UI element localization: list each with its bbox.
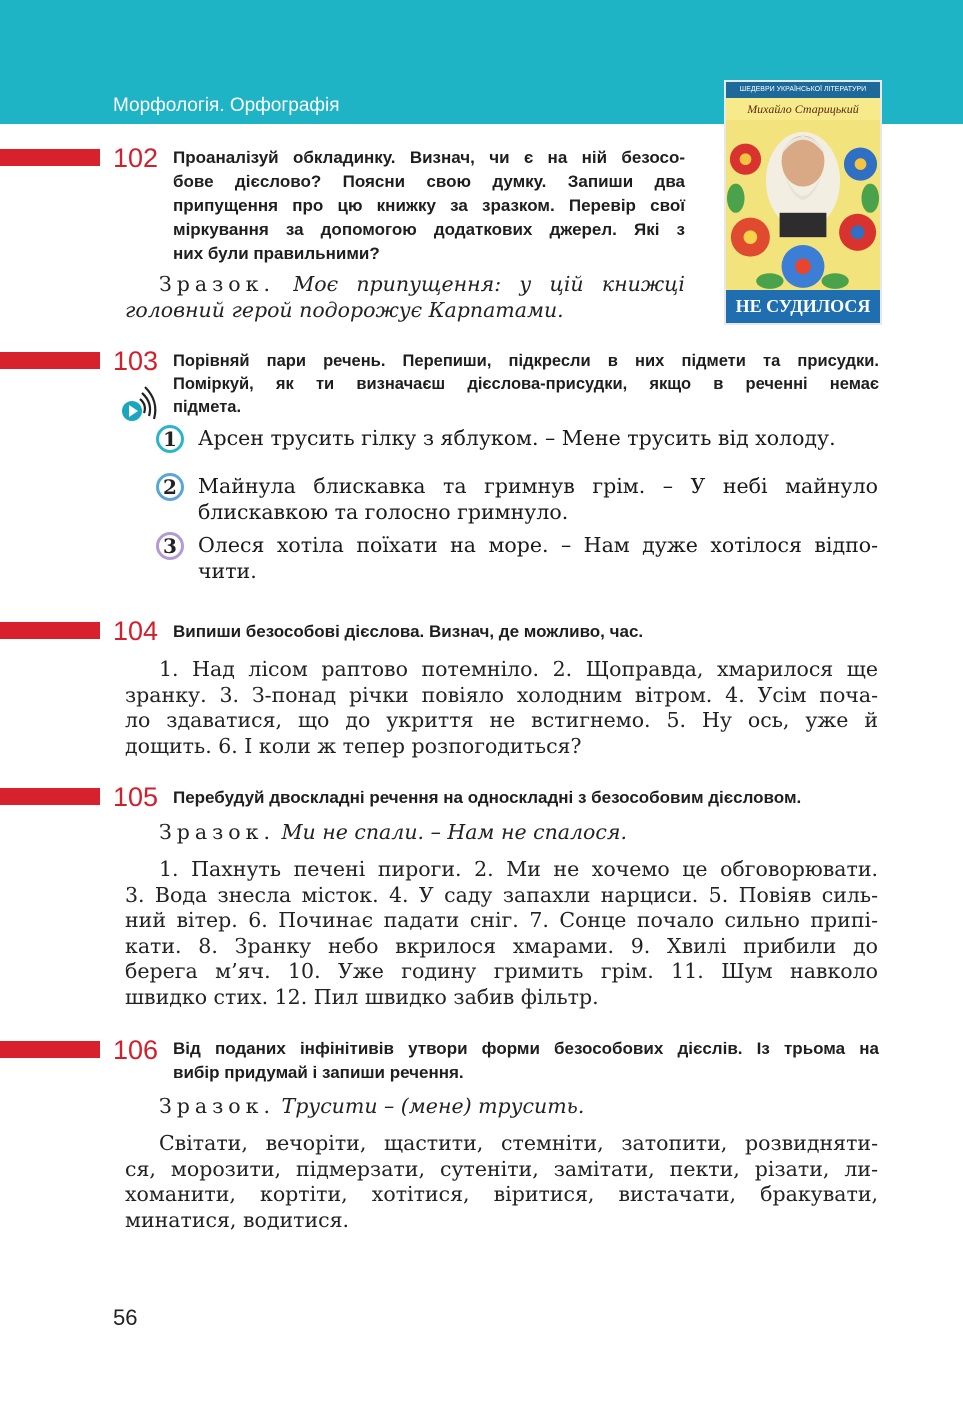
item-number-badge: 2 bbox=[156, 473, 184, 501]
list-item bbox=[198, 474, 878, 525]
body-line: 1. Над лісом раптово потемніло. 2. Щоправда, хмарилося ще bbox=[159, 657, 878, 681]
item-text: Арсен трусить гілку з яблуком. – Мене трусить від холоду. bbox=[198, 426, 836, 450]
body-line: зранку. 3. З-понад річки повіяло холодним вітром. 4. Усім поча- bbox=[125, 682, 878, 707]
exercise-task: Випиши безособові дієслова. Визнач, де можливо, час. bbox=[173, 622, 644, 641]
task-line: припущення про цю книжку за зразком. Перевір свої bbox=[173, 196, 685, 215]
exercise-body bbox=[125, 1131, 878, 1233]
body-line: швидко стих. 12. Пил швидко забив фільтр. bbox=[125, 984, 599, 1009]
cover-author: Михайло Старицький bbox=[747, 102, 859, 116]
item-text: Олеся хотіла поїхати на море. – Нам дуже хотілося відпо- bbox=[198, 533, 878, 557]
body-line: 3. Вода знесла місток. 4. У саду запахли нарциси. 5. Повіяв силь- bbox=[125, 882, 878, 907]
task-line: підмета. bbox=[173, 398, 242, 416]
body-line: ло здаватися, що до укриття не встигнемо. 5. Ну ось, уже й bbox=[125, 708, 878, 732]
exercise-number: 102 bbox=[113, 143, 159, 173]
exercise-task bbox=[173, 350, 879, 419]
exercise-body bbox=[125, 657, 878, 759]
item-text: блискавкою та голосно гримнуло. bbox=[198, 499, 569, 524]
task-line: бове дієслово? Поясни свою думку. Запиши два bbox=[173, 172, 685, 191]
cover-title: НЕ СУДИЛОСЯ bbox=[726, 290, 880, 323]
sample-text: головний герой подорожує Карпатами. bbox=[125, 297, 564, 322]
sample-text: Моє припущення: у цій книжці bbox=[293, 272, 685, 296]
body-line: ся, морозити, підмерзати, сутеніти, замітати, пекти, різати, ли- bbox=[125, 1156, 878, 1181]
sample-label: Зразок. bbox=[159, 1094, 275, 1118]
page-number: 56 bbox=[113, 1305, 138, 1330]
exercise-number: 106 bbox=[113, 1035, 159, 1065]
sample-block bbox=[125, 272, 685, 323]
exercise-marker-bar bbox=[0, 352, 100, 369]
body-line: Світати, вечоріти, щастити, стемніти, затопити, розвидняти- bbox=[159, 1131, 878, 1155]
task-line: Порівняй пари речень. Перепиши, підкресли в них підмети та присудки. bbox=[173, 352, 879, 370]
cover-portrait-illustration bbox=[726, 118, 880, 293]
exercise-marker-bar bbox=[0, 622, 100, 639]
exercise-marker-bar bbox=[0, 788, 100, 805]
item-number-badge: 1 bbox=[156, 425, 184, 453]
task-line: них були правильними? bbox=[173, 244, 380, 263]
item-number-badge: 3 bbox=[156, 532, 184, 560]
sample-label: Зразок. bbox=[159, 272, 275, 296]
exercise-marker-bar bbox=[0, 149, 100, 166]
sample-block bbox=[159, 1094, 879, 1120]
exercise-number: 104 bbox=[113, 616, 159, 646]
body-line: минатися, водитися. bbox=[125, 1207, 350, 1232]
section-title: Морфологія. Орфографія bbox=[113, 95, 340, 116]
exercise-task bbox=[173, 146, 685, 266]
task-line: Проаналізуй обкладинку. Визнач, чи є на ній безосо- bbox=[173, 148, 685, 167]
sample-text: Трусити – (мене) трусить. bbox=[281, 1094, 585, 1118]
exercise-body bbox=[125, 857, 878, 1010]
list-item bbox=[198, 533, 878, 584]
body-line: хоманити, кортіти, хотітися, віритися, вистачати, бракувати, bbox=[125, 1182, 878, 1206]
exercise-number: 103 bbox=[113, 346, 159, 376]
list-item bbox=[198, 426, 878, 452]
sample-label: Зразок. bbox=[159, 820, 275, 844]
body-line: берега м’яч. 10. Уже годину гримить грім. 11. Шум навколо bbox=[125, 959, 878, 983]
body-line: дощить. 6. І коли ж тепер розпогодиться? bbox=[125, 733, 582, 758]
exercise-number: 105 bbox=[113, 782, 159, 812]
body-line: кати. 8. Зранку небо вкрилося хмарами. 9. Хвилі прибили до bbox=[125, 933, 878, 958]
task-line: вибір придумай і запиши речення. bbox=[173, 1063, 464, 1082]
task-line: Від поданих інфінітивів утвори форми безособових дієслів. Із трьома на bbox=[173, 1039, 879, 1058]
sample-text: Ми не спали. – Нам не спалося. bbox=[281, 820, 627, 844]
book-cover-image bbox=[724, 80, 882, 325]
exercise-task: Перебудуй двоскладні речення на односкладні з безособовим дієсловом. bbox=[173, 788, 802, 807]
exercise-task bbox=[173, 1037, 879, 1085]
item-text: чити. bbox=[198, 558, 257, 583]
body-line: 1. Пахнуть печені пироги. 2. Ми не хочемо це обговорювати. bbox=[159, 857, 878, 881]
audio-play-icon[interactable] bbox=[120, 383, 162, 425]
body-line: ний вітер. 6. Починає падати сніг. 7. Сонце почало сильно припі- bbox=[125, 908, 878, 932]
exercise-marker-bar bbox=[0, 1041, 100, 1058]
cover-series: ШЕДЕВРИ УКРАЇНСЬКОЇ ЛІТЕРАТУРИ bbox=[726, 82, 880, 98]
item-text: Майнула блискавка та гримнув грім. – У небі майнуло bbox=[198, 474, 878, 498]
task-line: міркування за допомогою додаткових джерел. Які з bbox=[173, 220, 685, 239]
sample-block bbox=[159, 820, 879, 846]
task-line: Поміркуй, як ти визначаєш дієслова-присудки, якщо в реченні немає bbox=[173, 375, 879, 393]
